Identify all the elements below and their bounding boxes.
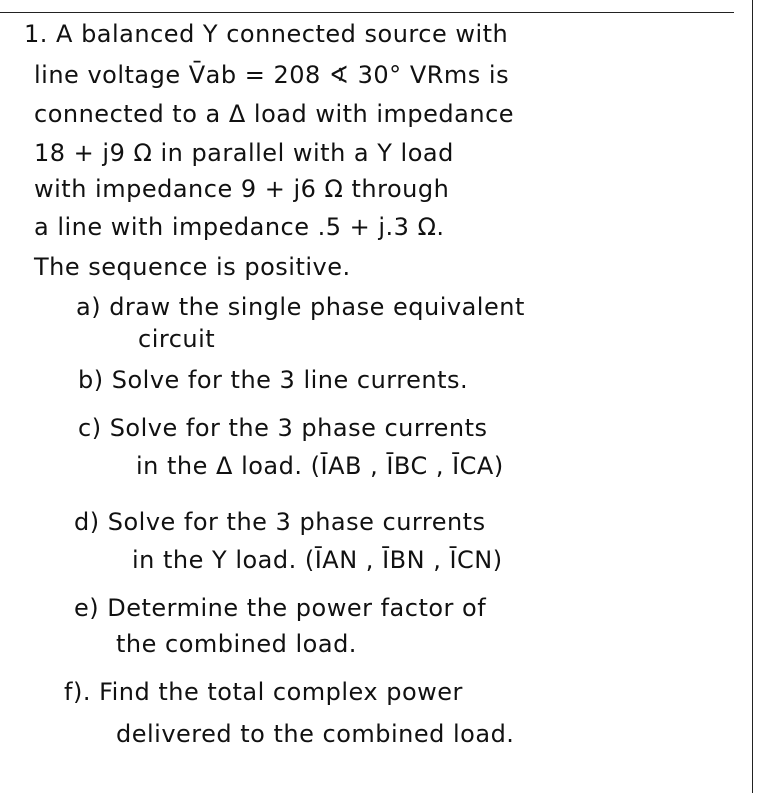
question-b-line-1: b) Solve for the 3 line currents. xyxy=(78,366,469,394)
problem-line-6: a line with impedance .5 + j.3 Ω. xyxy=(34,213,445,241)
question-e-line-1: e) Determine the power factor of xyxy=(74,594,487,622)
question-a-line-1: a) draw the single phase equivalent xyxy=(76,293,525,321)
question-e-line-2: the combined load. xyxy=(116,630,357,658)
question-d-line-1: d) Solve for the 3 phase currents xyxy=(74,508,486,536)
top-rule xyxy=(0,12,734,13)
problem-line-3: connected to a Δ load with impedance xyxy=(34,100,515,128)
question-c-line-2: in the Δ load. (ĪAB , ĪBC , ĪCA) xyxy=(136,452,504,480)
problem-line-2: line voltage V̄ab = 208 ∢ 30° VRms is xyxy=(34,61,510,89)
problem-line-7: The sequence is positive. xyxy=(34,253,351,281)
question-f-line-2: delivered to the combined load. xyxy=(116,720,515,748)
right-rule xyxy=(752,0,753,793)
question-c-line-1: c) Solve for the 3 phase currents xyxy=(78,414,488,442)
problem-line-5: with impedance 9 + j6 Ω through xyxy=(34,175,450,203)
problem-line-1: 1. A balanced Y connected source with xyxy=(24,20,509,48)
problem-line-4: 18 + j9 Ω in parallel with a Y load xyxy=(34,139,454,167)
question-a-line-2: circuit xyxy=(138,325,216,353)
question-d-line-2: in the Y load. (ĪAN , ĪBN , ĪCN) xyxy=(132,546,503,574)
question-f-line-1: f). Find the total complex power xyxy=(64,678,463,706)
